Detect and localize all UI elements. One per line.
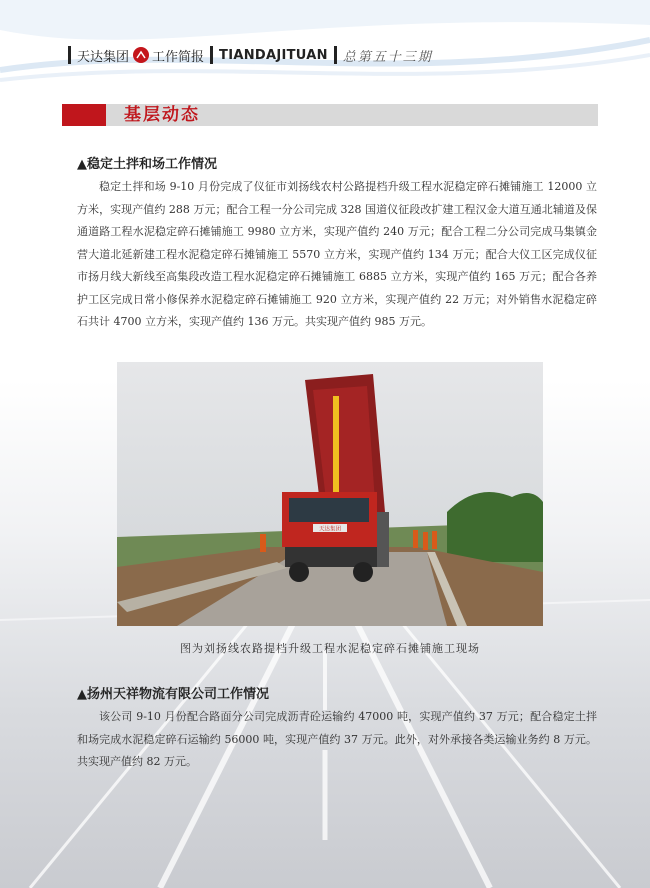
- truck-door-text: 天达集团: [318, 526, 342, 533]
- section-title: 基层动态: [124, 105, 200, 125]
- section-title-bar: [62, 104, 598, 126]
- page-header: [62, 44, 433, 66]
- header-divider: [210, 46, 213, 64]
- photo-caption: 图为刘扬线农路提档升级工程水泥稳定碎石摊铺施工现场: [180, 642, 480, 655]
- header-divider: [68, 46, 71, 64]
- issue-number: 总第五十三期: [342, 49, 433, 65]
- brand-wordmark: TIANDAJITUAN: [219, 47, 328, 63]
- publication-name: 工作简报: [152, 49, 205, 65]
- article-body: 该公司 9-10 月份配合路面分公司完成沥青砼运输约 47000 吨，实现产值约 37 万元；配合稳定土拌和场完成水泥稳定碎石运输约 56000 吨，实现产值约 37 万元。此外，对外承接各类运输业务约 8 万元。共实现产值约 82 万元。: [77, 710, 597, 768]
- section-accent-block: [62, 104, 106, 126]
- construction-site-photo: [117, 362, 543, 626]
- article-heading: ▲扬州天祥物流有限公司工作情况: [77, 687, 269, 702]
- article-heading: ▲稳定土拌和场工作情况: [77, 157, 217, 172]
- article-body: 稳定土拌和场 9-10 月份完成了仪征市刘扬线农村公路提档升级工程水泥稳定碎石摊铺施工 12000 立方米，实现产值约 288 万元；配合工程一分公司完成 328 国道仪征段改扩建工程汉金大道互通北辅道及保通道路工程水泥稳定碎石摊铺施工 9980 立方米，实现产值约 240 万元；配合工程二分公司完成马集镇金营大道北延新建工程水泥稳定碎石摊铺施工 5570 立方米，实现产值约 134 万元；配合大仪工区完成仪征市扬月线大新线至高集段改造工程水泥稳定碎石摊铺施工 6885 立方米，实现产值约 165 万元；配合各养护工区完成日常小修保养水泥稳定碎石摊铺施工 920 立方米，实现产值约 22 万元；对外销售水泥稳定碎石共计 4700 立方米，实现产值约 136 万元。共实现产值约 985 万元。: [77, 180, 597, 328]
- company-name: 天达集团: [77, 49, 130, 65]
- company-logo-icon: [133, 47, 149, 63]
- header-divider: [334, 46, 337, 64]
